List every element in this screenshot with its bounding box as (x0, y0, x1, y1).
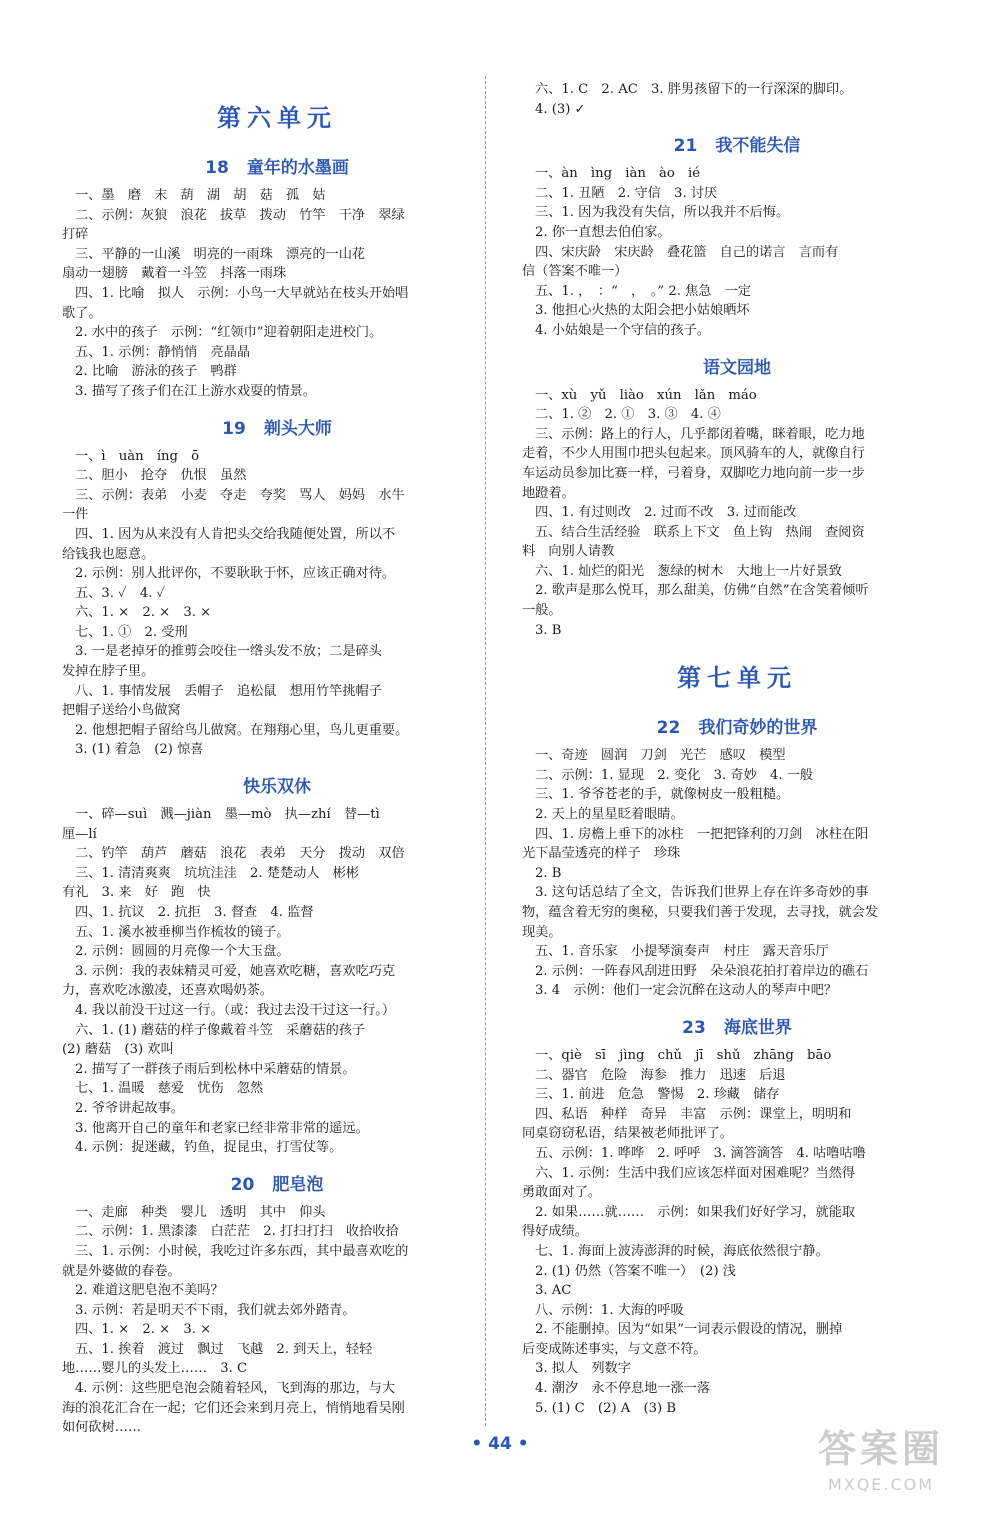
answer-line (62, 206, 492, 226)
answer-text: 五、1. 示例：静悄悄 亮晶晶 (75, 344, 251, 360)
answer-line (62, 942, 492, 962)
answer-line (62, 662, 492, 682)
answer-line (62, 864, 492, 884)
lesson-name: 语文园地 (703, 357, 771, 378)
answer-text: 4. 示例：捉迷藏，钓鱼，捉昆虫，打雪仗等。 (75, 1140, 343, 1156)
answer-text: 三、示例：路上的行人，几乎都闭着嘴，眯着眼，吃力地 (535, 426, 865, 442)
answer-line (522, 601, 952, 621)
answer-line (522, 1164, 952, 1184)
answer-line (62, 186, 492, 206)
answer-text: 2. 他想把帽子留给鸟儿做窝。在翔翔心里，鸟儿更重要。 (75, 722, 409, 738)
answer-text: 料 向别人请教 (522, 544, 615, 560)
answer-text: 同桌窃窃私语，结果被老师批评了。 (522, 1126, 733, 1142)
answer-line (522, 425, 952, 445)
answer-text: 一、xù yǔ liào xún lǎn máo (535, 387, 757, 403)
answer-text: 4. 示例：这些肥皂泡会随着轻风，飞到海的那边，与大 (75, 1381, 396, 1397)
answer-line (62, 304, 492, 324)
answer-text: 现美。 (522, 924, 562, 940)
answer-text: 二、钓竿 葫芦 蘑菇 浪花 表弟 天分 拨动 双倍 (75, 846, 405, 862)
answer-text: 3. 4 示例：他们一定会沉醉在这动人的琴声中吧？ (535, 983, 838, 999)
answer-text: 二、器官 危险 海参 推力 迅速 后退 (535, 1067, 786, 1083)
answer-text: 一、碎—suì 溅—jiàn 墨—mò 执—zhí 替—tì (75, 807, 380, 823)
answer-line (62, 883, 492, 903)
lesson-name: 童年的水墨画 (246, 158, 349, 178)
right-column (522, 80, 952, 1418)
watermark-sub: MXQE.COM (827, 1475, 935, 1494)
answer-text: 后变成陈述事实，与文意不符。 (522, 1341, 707, 1357)
answer-text: 三、平静的一山溪 明亮的一雨珠 漂亮的一山花 (75, 246, 366, 262)
answer-text: 3. 他担心火热的太阳会把小姑娘晒坏 (535, 303, 750, 319)
answer-text: 如何砍树…… (62, 1420, 142, 1436)
answer-line (62, 1340, 492, 1360)
answer-line (62, 1099, 492, 1119)
answer-text: 4. 小姑娘是一个守信的孩子。 (535, 322, 711, 338)
answer-line (522, 1281, 952, 1301)
answer-line (522, 243, 952, 263)
answer-line (522, 542, 952, 562)
answer-text: 二、胆小 抢夺 仇恨 虽然 (75, 468, 247, 484)
lesson-number: 22 (656, 718, 681, 739)
answer-line (522, 844, 952, 864)
answer-line (62, 343, 492, 363)
unit-title: 第六单元 (217, 103, 337, 132)
answer-line (62, 284, 492, 304)
answer-line (62, 447, 492, 467)
answer-text: 海的浪花汇合在一起；它们还会来到月亮上，悄悄地看吴刚 (62, 1400, 405, 1416)
answer-line (62, 825, 492, 845)
answer-text: 四、私语 种样 奇异 丰富 示例：课堂上，明明和 (535, 1106, 852, 1122)
answer-line (62, 323, 492, 343)
answer-line (62, 1359, 492, 1379)
answer-text: 力，喜欢吃冰激凌，还喜欢喝奶茶。 (62, 983, 273, 999)
answer-line (62, 903, 492, 923)
answer-line (62, 603, 492, 623)
unit-title: 第七单元 (677, 663, 797, 693)
answer-line (522, 883, 952, 903)
answer-text: 八、1. 事情发展 丢帽子 追松鼠 想用竹竿挑帽子 (75, 683, 382, 699)
answer-text: 五、示例：1. 哗哗 2. 呼呼 3. 滴答滴答 4. 咕噜咕噜 (535, 1145, 866, 1161)
answer-text: 五、1. 音乐家 小提琴演奏声 村庄 露天音乐厅 (535, 944, 829, 960)
answer-text: 2. 歌声是那么悦耳，那么甜美，仿佛“自然”在含笑着倾听 (535, 583, 869, 599)
answer-line (62, 1281, 492, 1301)
answer-line (62, 1222, 492, 1242)
answer-line (522, 1105, 952, 1125)
answer-text: 扇动一翅膀 戴着一斗笠 抖落一雨珠 (62, 266, 287, 282)
answer-line (522, 164, 952, 184)
answer-line (522, 746, 952, 766)
answer-line (522, 1222, 952, 1242)
lesson-number: 19 (222, 418, 246, 439)
answer-text: 走着，不少人用围巾把头包起来。顶风骑车的人，就像自行 (522, 446, 865, 462)
answer-text: 3. (1) 着急 (2) 惊喜 (75, 742, 204, 758)
lesson-title (62, 153, 492, 178)
answer-text: 五、3. ✓ 4. ✓ (75, 585, 166, 601)
answer-line (522, 262, 952, 282)
answer-line (62, 1262, 492, 1282)
answer-text: 2. 示例：一阵春风刮进田野 朵朵浪花拍打着岸边的礁石 (535, 963, 869, 979)
lesson-name: 剃头大师 (263, 418, 332, 439)
answer-line (62, 1203, 492, 1223)
answer-text: 一、墨 磨 末 葫 湖 胡 菇 孤 姑 (75, 188, 326, 203)
answer-line (522, 1242, 952, 1262)
answer-line (62, 805, 492, 825)
answer-text: 3. 示例：若是明天不下雨，我们就去郊外踏青。 (75, 1302, 356, 1318)
answer-line (62, 564, 492, 584)
lesson-name: 海底世界 (723, 1017, 792, 1038)
answer-line (522, 962, 952, 982)
answer-text: 三、1. 爷爷苍老的手，就像树皮一般粗糙。 (535, 787, 790, 803)
answer-line (522, 523, 952, 543)
answer-line (62, 1021, 492, 1041)
lesson-number: 20 (230, 1174, 255, 1195)
lesson-title (62, 772, 492, 797)
answer-line (522, 321, 952, 341)
answer-line (62, 1138, 492, 1158)
answer-line (522, 766, 952, 786)
answer-text: 车运动员参加比赛一样，弓着身，双脚吃力地向前一步一步 (522, 465, 865, 481)
answer-line (522, 1124, 952, 1144)
page-number-value: 44 (488, 1434, 512, 1454)
answer-text: 七、1. 海面上波涛澎湃的时候，海底依然很宁静。 (535, 1243, 829, 1259)
answer-line (522, 301, 952, 321)
answer-line (522, 386, 952, 406)
answer-text: 六、1. 灿烂的阳光 葱绿的树木 大地上一片好景致 (535, 563, 842, 579)
answer-text: 三、示例：表弟 小麦 夺走 夸奖 骂人 妈妈 水牛 (75, 487, 405, 503)
answer-line (522, 825, 952, 845)
answer-text: 就是外婆做的春卷。 (62, 1263, 181, 1279)
answer-line (522, 1144, 952, 1164)
answer-text: 一、àn ìng iàn ào ié (535, 166, 701, 182)
watermark-logo (776, 1424, 986, 1502)
lesson-name: 快乐双休 (243, 777, 311, 798)
answer-line (62, 1379, 492, 1399)
answer-text: 打碎 (62, 227, 89, 243)
answer-line (62, 525, 492, 545)
answer-line (522, 1359, 952, 1379)
answer-text: 歌了。 (62, 305, 102, 321)
answer-text: 六、1. C 2. AC 3. 胖男孩留下的一行深深的脚印。 (535, 82, 853, 97)
answer-line (522, 785, 952, 805)
answer-line (522, 1203, 952, 1223)
answer-line (522, 864, 952, 884)
answer-line (62, 981, 492, 1001)
answer-line (62, 382, 492, 402)
answer-line (522, 184, 952, 204)
answer-line (62, 1060, 492, 1080)
answer-line (522, 805, 952, 825)
answer-text: 3. 这句话总结了全文，告诉我们世界上存在许多奇妙的事 (535, 885, 869, 901)
answer-text: 四、宋庆龄 宋庆龄 叠花篮 自己的诺言 言而有 (535, 244, 839, 260)
answer-line (522, 562, 952, 582)
answer-text: 3. B (535, 622, 562, 638)
answer-text: 2. 水中的孩子 示例：“红领巾”迎着朝阳走进校门。 (75, 325, 383, 341)
answer-line (62, 701, 492, 721)
answer-line (522, 100, 952, 120)
answer-text: 发掉在脖子里。 (62, 664, 155, 680)
answer-line (62, 225, 492, 245)
answer-text: 3. 一是老掉牙的推剪会咬住一绺头发不放；二是碎头 (75, 644, 382, 660)
answer-text: 三、1. 清清爽爽 坑坑洼洼 2. 楚楚动人 彬彬 (75, 865, 360, 881)
column-divider (485, 76, 486, 1426)
answer-text: 给钱我也愿意。 (62, 546, 155, 562)
lesson-number: 23 (682, 1017, 706, 1038)
answer-line (62, 1119, 492, 1139)
answer-text: 一件 (62, 507, 89, 523)
answer-text: 三、1. 因为我没有失信，所以我并不后悔。 (535, 205, 790, 221)
answer-line (62, 923, 492, 943)
answer-text: 一、qiè sī jìng chǔ jī shǔ zhāng bāo (535, 1047, 832, 1063)
answer-line (62, 682, 492, 702)
answer-text: 5. (1) C (2) A (3) B (535, 1400, 677, 1416)
answer-text: 一般。 (522, 603, 562, 619)
answer-line (62, 962, 492, 982)
answer-line (62, 362, 492, 382)
lesson-number: 18 (205, 158, 229, 178)
answer-text: 3. 示例：我的表妹精灵可爱，她喜欢吃糖，喜欢吃巧克 (75, 963, 396, 979)
answer-line (62, 1242, 492, 1262)
answer-text: 2. 比喻 游泳的孩子 鸭群 (75, 364, 237, 380)
lesson-name: 我们奇妙的世界 (698, 718, 818, 739)
answer-text: 五、结合生活经验 联系上下文 鱼上钩 热闹 查阅资 (535, 524, 865, 540)
page-number-dot: • (517, 1434, 529, 1454)
answer-text: 3. 拟人 列数字 (535, 1361, 631, 1377)
answer-text: 七、1. 温暖 慈爱 忧伤 忽然 (75, 1081, 264, 1097)
answer-line (522, 1085, 952, 1105)
answer-text: 2. 你一直想去伯伯家。 (535, 224, 671, 240)
answer-line (522, 484, 952, 504)
answer-text: 把帽子送给小鸟做窝 (62, 703, 181, 719)
answer-line (62, 1399, 492, 1419)
answer-line (62, 466, 492, 486)
answer-line (522, 1379, 952, 1399)
lesson-title (522, 1013, 952, 1038)
answer-text: 2. 不能删掉。因为“如果”一词表示假设的情况，删掉 (535, 1322, 843, 1338)
answer-text: 二、示例：1. 黑漆漆 白茫茫 2. 打扫打扫 收拾收拾 (75, 1224, 399, 1240)
answer-text: 四、1. 比喻 拟人 示例：小鸟一大早就站在枝头开始唱 (75, 285, 409, 301)
answer-text: 四、1. 有过则改 2. 过而不改 3. 过而能改 (535, 505, 797, 521)
answer-text: 3. AC (535, 1283, 572, 1299)
answer-line (522, 1301, 952, 1321)
answer-text: 3. 描写了孩子们在江上游水戏耍的情景。 (75, 383, 316, 399)
answer-line (62, 721, 492, 741)
answer-line (522, 581, 952, 601)
answer-text: 二、1. ② 2. ① 3. ③ 4. ④ (535, 407, 721, 423)
answer-text: 勇敢面对了。 (522, 1185, 602, 1201)
answer-text: 三、1. 示例：小时候，我吃过许多东西，其中最喜欢吃的 (75, 1243, 409, 1259)
answer-text: 六、1. 示例：生活中我们应该怎样面对困难呢？当然得 (535, 1165, 856, 1181)
answer-line (522, 923, 952, 943)
answer-text: 地蹬着。 (522, 485, 575, 501)
answer-line (522, 1320, 952, 1340)
answer-text: 得好成绩。 (522, 1224, 588, 1240)
answer-text: 4. 我以前没干过这一行。（或：我过去没干过这一行。） (75, 1002, 396, 1018)
answer-text: 有礼 3. 来 好 跑 快 (62, 885, 211, 901)
lesson-name: 我不能失信 (715, 136, 801, 157)
answer-line (62, 584, 492, 604)
answer-line (522, 223, 952, 243)
lesson-title (522, 131, 952, 156)
answer-line (522, 903, 952, 923)
answer-text: 五、1. 挨着 渡过 飘过 飞越 2. 到天上，轻轻 (75, 1341, 373, 1357)
page-number-dot: • (471, 1434, 483, 1454)
answer-text: (2) 蘑菇 (3) 欢叫 (62, 1042, 174, 1058)
answer-line (522, 1046, 952, 1066)
answer-line (522, 1399, 952, 1419)
answer-text: 七、1. ① 2. 受刑 (75, 624, 188, 640)
lesson-title (62, 1170, 492, 1195)
answer-text: 2. 示例：圆圆的月亮像一个大玉盘。 (75, 944, 290, 960)
answer-line (522, 942, 952, 962)
answer-text: 2. 示例：别人批评你，不要耿耿于怀，应该正确对待。 (75, 566, 396, 582)
watermark-main: 答案圈 (817, 1427, 944, 1471)
answer-text: 地……婴儿的头发上…… 3. C (62, 1361, 248, 1377)
answer-line (62, 623, 492, 643)
answer-line (62, 844, 492, 864)
answer-line (522, 621, 952, 641)
answer-line (62, 505, 492, 525)
answer-text: 2. 难道这肥皂泡不美吗？ (75, 1283, 224, 1299)
answer-text: 2. B (535, 865, 562, 881)
answer-text: 六、1. (1) 蘑菇的样子像戴着斗笠 采蘑菇的孩子 (75, 1022, 366, 1038)
answer-line (62, 1040, 492, 1060)
answer-line (62, 245, 492, 265)
answer-line (522, 444, 952, 464)
answer-text: 一、ì uàn íng ō (75, 448, 200, 464)
answer-text: 3. 他离开自己的童年和老家已经非常非常的遥远。 (75, 1120, 369, 1136)
lesson-title (62, 414, 492, 439)
answer-line (62, 1301, 492, 1321)
answer-line (522, 282, 952, 302)
answer-line (522, 981, 952, 1001)
answer-text: 一、奇迹 圆润 刀剑 光芒 感叹 模型 (535, 748, 786, 764)
answer-text: 四、1. 房檐上垂下的冰柱 一把把锋利的刀剑 冰柱在阳 (535, 826, 869, 842)
answer-text: 信（答案不唯一） (522, 264, 628, 280)
answer-line (62, 1079, 492, 1099)
answer-line (62, 642, 492, 662)
answer-line (522, 203, 952, 223)
answer-text: 六、1. × 2. × 3. × (75, 605, 212, 621)
answer-line (522, 464, 952, 484)
answer-text: 四、1. × 2. × 3. × (75, 1322, 212, 1338)
answer-text: 八、示例：1. 大海的呼吸 (535, 1302, 684, 1318)
answer-line (522, 1340, 952, 1360)
answer-line (62, 264, 492, 284)
answer-text: 二、示例：1. 显现 2. 变化 3. 奇妙 4. 一般 (535, 767, 814, 783)
answer-text: 四、1. 因为从来没有人肯把头交给我随便处置，所以不 (75, 526, 396, 542)
answer-text: 2. (1) 仍然（答案不唯一） (2) 浅 (535, 1263, 736, 1279)
answer-text: 2. 描写了一群孩子雨后到松林中采蘑菇的情景。 (75, 1061, 356, 1077)
answer-line (522, 405, 952, 425)
answer-text: 2. 天上的星星眨着眼睛。 (535, 807, 684, 823)
answer-line (522, 503, 952, 523)
answer-line (522, 1262, 952, 1282)
left-column (62, 80, 492, 1438)
answer-line (62, 1320, 492, 1340)
answer-text: 2. 如果……就…… 示例：如果我们好好学习，就能取 (535, 1204, 856, 1220)
answer-line (62, 545, 492, 565)
answer-line (522, 1066, 952, 1086)
answer-text: 三、1. 前进 危急 警惕 2. 珍藏 储存 (535, 1087, 780, 1103)
answer-line (62, 486, 492, 506)
answer-text: 厘—lí (62, 826, 97, 842)
answer-text: 物，蕴含着无穷的奥秘，只要我们善于发现，去寻找，就会发 (522, 905, 879, 920)
answer-text: 2. 爷爷讲起故事。 (75, 1100, 185, 1116)
lesson-number: 21 (673, 136, 698, 157)
answer-line (522, 1183, 952, 1203)
answer-text: 光下晶莹透亮的样子 珍珠 (522, 846, 681, 862)
answer-text: 4. 潮汐 永不停息地一涨一落 (535, 1381, 711, 1397)
answer-text: 4. (3) ✓ (535, 101, 586, 117)
answer-text: 一、走廊 种类 婴儿 透明 其中 仰头 (75, 1204, 326, 1220)
answer-text: 五、1. 溪水被垂柳当作梳妆的镜子。 (75, 924, 290, 940)
answer-line (62, 740, 492, 760)
answer-line (62, 1001, 492, 1021)
lesson-title (522, 713, 952, 738)
lesson-name: 肥皂泡 (272, 1174, 324, 1195)
answer-text: 五、1. ， ：“ ， 。” 2. 焦急 一定 (535, 283, 752, 299)
answer-line (522, 80, 952, 100)
lesson-title (522, 353, 952, 378)
answer-text: 二、示例：灰狼 浪花 拔草 拨动 竹竿 干净 翠绿 (75, 207, 405, 223)
answer-text: 二、1. 丑陋 2. 守信 3. 讨厌 (535, 185, 718, 201)
answer-text: 四、1. 抗议 2. 抗拒 3. 督查 4. 监督 (75, 905, 314, 920)
